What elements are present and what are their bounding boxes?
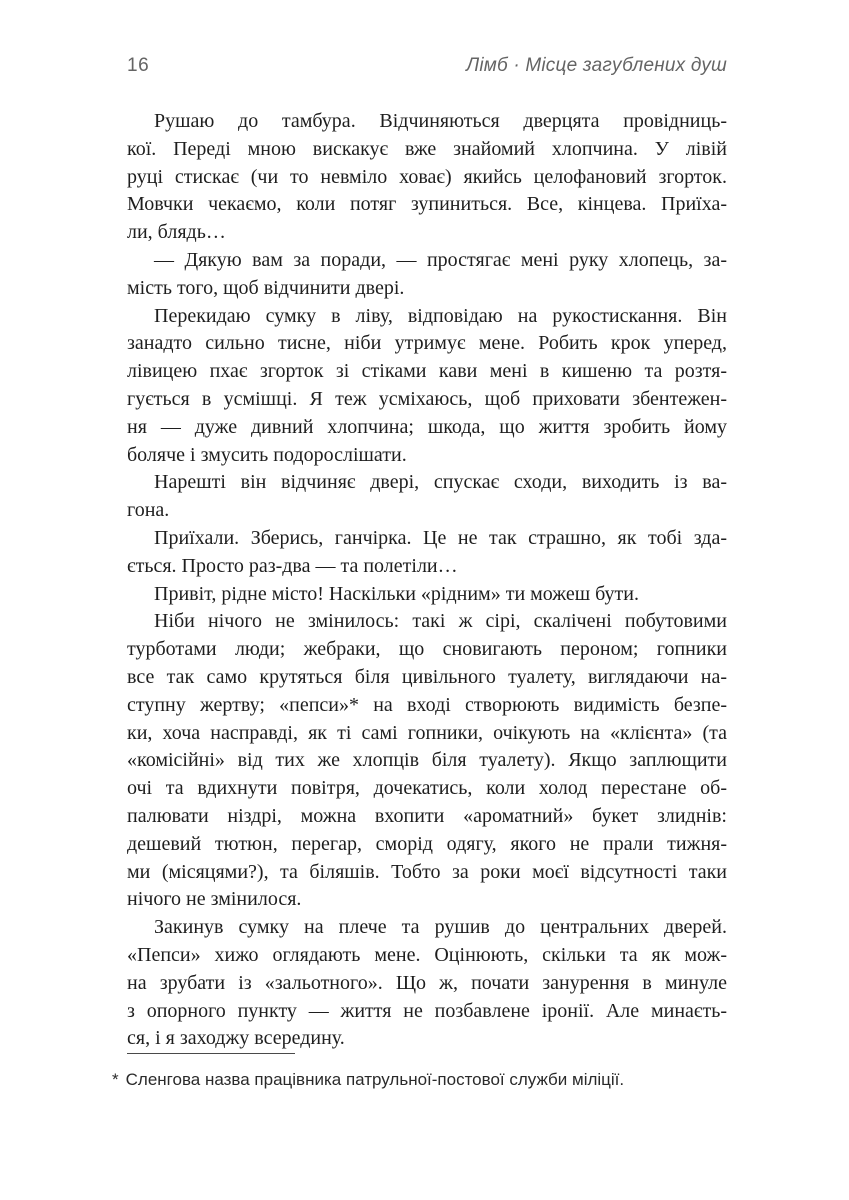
footnote-separator: [127, 1053, 295, 1054]
text-line: гона.: [127, 499, 170, 522]
text-line: Закинув сумку на плече та рушив до центральних дверей.: [154, 916, 727, 939]
text-line: Перекидаю сумку в ліву, відповідаю на рукостискання. Він: [154, 304, 727, 327]
text-line: дешевий тютюн, перегар, сморід одягу, якого не прали тижня-: [127, 832, 727, 855]
text-line: «Пепси» хижо оглядають мене. Оцінюють, скільки та як мож-: [127, 943, 727, 966]
text-line: Рушаю до тамбура. Відчиняються дверцята провідниць-: [154, 110, 727, 132]
text-line: руці стискає (чи то невміло ховає) якийсь целофановий згорток.: [127, 165, 727, 188]
page-number: 16: [127, 55, 150, 76]
text-line: ся, і я заходжу всередину.: [127, 1027, 345, 1050]
text-line: — Дякую вам за поради, — простягає мені руку хлопець, за-: [154, 248, 727, 271]
text-line: ступну жертву; «пепси»* на вході створюють видимість безпе-: [127, 693, 727, 716]
page-text: [127, 108, 727, 1053]
text-line: з опорного пункту — життя не позбавлене іронії. Але минаєть-: [127, 999, 727, 1022]
text-line: лівицею пхає згорток зі стіками кави мені в кишеню та розтя-: [127, 360, 727, 383]
running-title: Лімб · Місце загублених душ: [466, 55, 727, 76]
text-line: все так само крутяться біля цивільного туалету, виглядаючи на-: [127, 665, 727, 688]
text-line: нічого не змінилося.: [127, 888, 302, 911]
text-line: Привіт, рідне місто! Наскільки «рідним» ти можеш бути.: [154, 582, 639, 605]
text-line: гується в усмішці. Я теж усміхаюсь, щоб приховати збентежен-: [127, 387, 727, 410]
text-line: занадто сильно тисне, ніби утримує мене. Робить крок уперед,: [127, 332, 727, 355]
text-line: ли, блядь…: [127, 221, 226, 244]
text-line: ми (місяцями?), та біляшів. Тобто за роки моєї відсутності таки: [127, 860, 727, 883]
footnote-marker: *: [112, 1070, 119, 1089]
text-line: мість того, щоб відчинити двері.: [127, 276, 405, 299]
text-line: «комісійні» від тих же хлопців біля туалету). Якщо заплющити: [127, 749, 727, 772]
footnote: [112, 1069, 732, 1091]
text-line: кої. Переді мною вискакує вже знайомий хлопчина. У лівій: [127, 137, 727, 160]
page-header: [127, 55, 727, 77]
text-line: палювати ніздрі, можна вхопити «ароматний» букет злиднів:: [127, 804, 727, 827]
text-line: ня — дуже дивний хлопчина; шкода, що життя зробить йому: [127, 415, 727, 438]
text-line: ки, хоча насправді, як ті самі гопники, очікують на «клієнта» (та: [127, 721, 727, 744]
text-line: очі та вдихнути повітря, дочекатись, коли холод перестане об-: [127, 777, 727, 800]
text-line: на зрубати із «зальотного». Що ж, почати занурення в минуле: [127, 971, 727, 994]
text-line: Приїхали. Зберись, ганчірка. Це не так страшно, як тобі зда-: [154, 526, 727, 549]
text-line: турботами люди; жебраки, що сновигають пероном; гопники: [127, 638, 727, 661]
text-line: Нарешті він відчиняє двері, спускає сходи, виходить із ва-: [154, 471, 727, 494]
footnote-text: Сленгова назва працівника патрульної-постової служби міліції.: [125, 1070, 625, 1089]
text-line: Ніби нічого не змінилось: такі ж сірі, скалічені побутовими: [154, 610, 727, 633]
text-line: ється. Просто раз-два — та полетіли…: [127, 554, 458, 577]
text-line: боляче і змусить подорослішати.: [127, 443, 407, 466]
text-line: Мовчки чекаємо, коли потяг зупиниться. Все, кінцева. Приїха-: [127, 193, 727, 216]
